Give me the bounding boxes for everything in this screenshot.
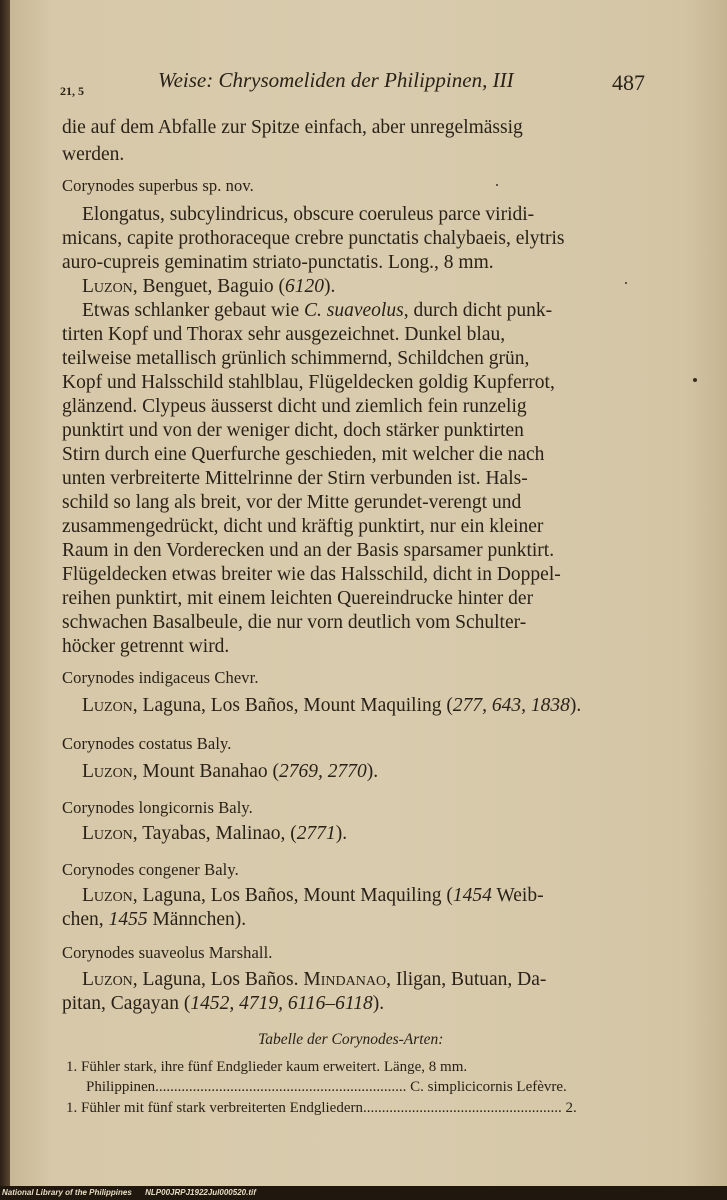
region-name: Mindanao xyxy=(303,969,387,990)
ink-speck xyxy=(625,282,627,284)
ink-speck xyxy=(496,184,498,186)
locality-text: , Benguet, Baguio ( xyxy=(132,276,285,297)
specimen-numbers: 6120 xyxy=(284,276,324,297)
library-credit: National Library of the Philippines xyxy=(2,1188,132,1197)
locality-text: ). xyxy=(372,993,385,1014)
region-name: Luzon xyxy=(82,761,133,782)
genus-name: Corynodes suaveolus xyxy=(62,943,205,962)
locality-text: ). xyxy=(335,823,348,844)
specimen-numbers: 2771 xyxy=(296,823,336,844)
genus-name: Corynodes congener xyxy=(62,860,200,879)
text-run: , durch dicht punk- xyxy=(403,300,553,321)
signature-mark: 21, 5 xyxy=(60,84,84,98)
region-name: Luzon xyxy=(82,823,133,844)
text-line: Stirn durch eine Querfurche geschieden, mit welcher die nach xyxy=(62,444,545,465)
region-name: Luzon xyxy=(82,885,133,906)
text-line: werden. xyxy=(62,144,125,165)
locality-text: , Mount Banahao ( xyxy=(132,761,280,782)
genus-name: Corynodes superbus xyxy=(62,176,199,195)
ink-speck xyxy=(693,378,697,382)
locality-line xyxy=(82,824,347,844)
text-line: unten verbreiterte Mittelrinne der Stirn verbunden ist. Hals- xyxy=(62,468,528,489)
text-line: schild so lang als breit, vor der Mitte gerundet-verengt und xyxy=(62,492,522,513)
page-header xyxy=(10,66,727,100)
text-line: Raum in den Vorderecken und an der Basis sparsamer punktirt. xyxy=(62,540,555,561)
author-name: sp. nov. xyxy=(198,176,254,195)
locality-text: ). xyxy=(323,276,336,297)
text-line: micans, capite prothoraceque crebre punctatis chalybaeis, elytris xyxy=(62,228,565,249)
key-line: 1. Fühler stark, ihre fünf Endglieder kaum erweitert. Länge, 8 mm. xyxy=(66,1059,468,1075)
locality-text: pitan, Cagayan ( xyxy=(62,993,191,1014)
specimen-numbers: 1452, 4719, 6116–6118 xyxy=(190,993,373,1014)
page-number: 487 xyxy=(612,70,645,95)
text-line: teilweise metallisch grünlich schimmernd, Schildchen grün, xyxy=(62,348,530,369)
text-line: reihen punktirt, mit einem leichten Quereindrucke hinter der xyxy=(62,588,534,609)
key-line: 1. Fühler mit fünf stark verbreiterten Endgliedern..................................................... 2. xyxy=(66,1100,577,1116)
locality-text: Männchen). xyxy=(147,909,247,930)
locality-line xyxy=(82,886,544,906)
region-name: Luzon xyxy=(82,969,133,990)
locality-line xyxy=(62,910,246,930)
locality-text: , Laguna, Los Baños, Mount Maquiling ( xyxy=(132,885,453,906)
genus-name: Corynodes costatus xyxy=(62,734,193,753)
locality-text: , Tayabas, Malinao, ( xyxy=(132,823,297,844)
locality-line xyxy=(82,696,581,716)
text-line: schwachen Basalbeule, die nur vorn deutlich vom Schulter- xyxy=(62,612,527,633)
species-heading xyxy=(62,945,273,962)
locality-text: ). xyxy=(569,695,582,716)
locality-text: ). xyxy=(366,761,379,782)
locality-line xyxy=(82,970,546,990)
locality-text: chen, xyxy=(62,909,109,930)
text-line: zusammengedrückt, dicht und kräftig punktirt, nur ein kleiner xyxy=(62,516,544,537)
species-italic: C. suaveolus xyxy=(304,300,404,321)
species-heading xyxy=(62,736,232,753)
author-name: Baly. xyxy=(213,798,253,817)
book-page xyxy=(10,0,727,1200)
key-line: Philippinen................................................................... C. simplicicornis Lefèvre. xyxy=(86,1079,567,1095)
author-name: Baly. xyxy=(192,734,232,753)
locality-line xyxy=(62,994,384,1014)
author-name: Chevr. xyxy=(210,668,259,687)
text-line: auro-cupreis geminatim striato-punctatis. Long., 8 mm. xyxy=(62,252,494,273)
author-name: Baly. xyxy=(199,860,239,879)
running-head: Weise: Chrysomeliden der Philippinen, III xyxy=(158,68,514,92)
text-line: tirten Kopf und Thorax sehr ausgezeichnet. Dunkel blau, xyxy=(62,324,506,345)
text-line: Flügeldecken etwas breiter wie das Halsschild, dicht in Doppel- xyxy=(62,564,561,585)
text-line: Kopf und Halsschild stahlblau, Flügeldecken goldig Kupferrot, xyxy=(62,372,555,393)
specimen-numbers: 277, 643, 1838 xyxy=(452,695,570,716)
specimen-numbers: 1455 xyxy=(108,909,148,930)
table-title: Tabelle der Corynodes-Arten: xyxy=(258,1031,444,1048)
genus-name: Corynodes longicornis xyxy=(62,798,214,817)
locality-text: , Iligan, Butuan, Da- xyxy=(386,969,547,990)
text-line: glänzend. Clypeus äusserst dicht und ziemlich fein runzelig xyxy=(62,396,527,417)
text-run: Etwas schlanker gebaut wie xyxy=(82,300,305,321)
text-line: höcker getrennt wird. xyxy=(62,636,230,657)
author-name: Marshall. xyxy=(204,943,273,962)
region-name: Luzon xyxy=(82,276,133,297)
locality-text: Weib- xyxy=(491,885,544,906)
text-line: punktirt und von der weniger dicht, doch stärker punktirten xyxy=(62,420,524,441)
locality-line xyxy=(82,762,378,782)
region-name: Luzon xyxy=(82,695,133,716)
text-line: die auf dem Abfalle zur Spitze einfach, aber unregelmässig xyxy=(62,117,523,138)
text-line: Elongatus, subcylindricus, obscure coeruleus parce viridi- xyxy=(82,204,535,225)
text-line xyxy=(82,301,552,321)
file-id: NLP00JRPJ1922Jul000520.tif xyxy=(145,1188,256,1197)
book-spine-shadow xyxy=(0,0,10,1200)
locality-text: , Laguna, Los Baños. xyxy=(132,969,304,990)
genus-name: Corynodes indigaceus xyxy=(62,668,211,687)
specimen-numbers: 2769, 2770 xyxy=(279,761,367,782)
species-heading xyxy=(62,800,253,817)
scan-footer xyxy=(0,1186,727,1200)
species-heading xyxy=(62,670,259,687)
specimen-numbers: 1454 xyxy=(452,885,492,906)
locality-line xyxy=(82,277,335,297)
species-heading xyxy=(62,178,254,195)
species-heading xyxy=(62,862,239,879)
locality-text: , Laguna, Los Baños, Mount Maquiling ( xyxy=(132,695,453,716)
